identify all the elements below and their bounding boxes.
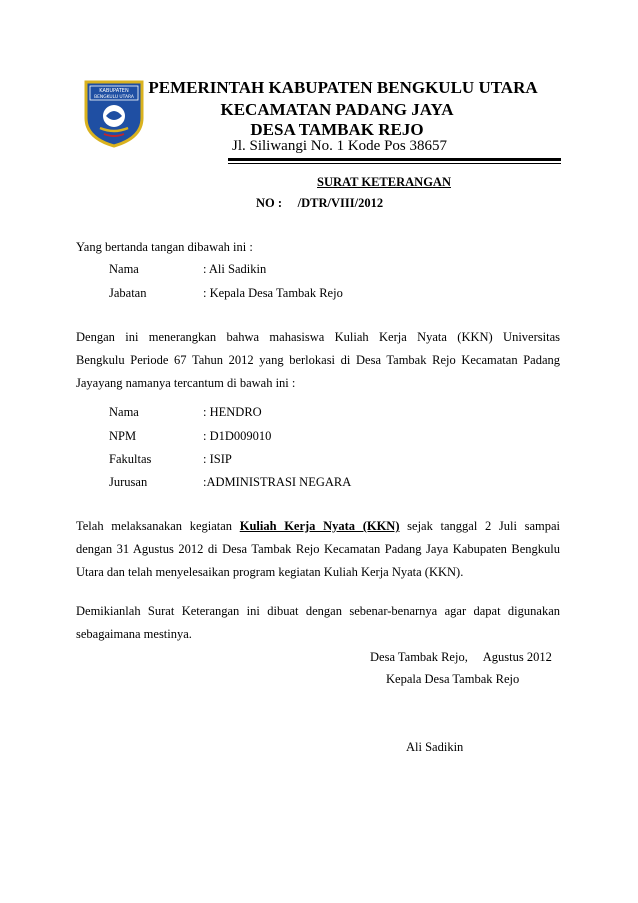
paragraph-line: Bengkulu Periode 67 Tahun 2012 yang berlokasi di Desa Tambak Rejo Kecamatan Padang bbox=[76, 353, 560, 367]
paragraph-closing bbox=[76, 600, 560, 646]
field-label: Nama bbox=[109, 262, 139, 276]
svg-text:KABUPATEN: KABUPATEN bbox=[99, 88, 129, 94]
paragraph-activity bbox=[76, 515, 560, 584]
document-title: SURAT KETERANGAN bbox=[317, 175, 451, 189]
paragraph-text: sejak tanggal 2 Juli sampai bbox=[407, 519, 561, 533]
paragraph-line: Utara dan telah menyelesaikan program kegiatan Kuliah Kerja Nyata (KKN). bbox=[76, 565, 464, 579]
student-npm-row bbox=[109, 429, 271, 444]
letterhead-rule-thin bbox=[228, 163, 561, 164]
intro-text: Yang bertanda tangan dibawah ini : bbox=[76, 240, 253, 254]
document-number: NO : /DTR/VIII/2012 bbox=[256, 196, 384, 210]
paragraph-line: sebagaimana mestinya. bbox=[76, 627, 192, 641]
svg-text:BENGKULU UTARA: BENGKULU UTARA bbox=[94, 95, 134, 100]
kkn-emphasis: Kuliah Kerja Nyata (KKN) bbox=[239, 519, 400, 533]
signer-position: Kepala Desa Tambak Rejo bbox=[386, 672, 520, 686]
student-major-row bbox=[109, 475, 351, 490]
field-label: Fakultas bbox=[109, 452, 152, 466]
field-label: Jabatan bbox=[109, 286, 147, 300]
field-value: : ISIP bbox=[203, 452, 232, 466]
field-label: Jurusan bbox=[109, 475, 148, 489]
student-name-row bbox=[109, 405, 262, 420]
paragraph-statement bbox=[76, 326, 560, 395]
field-value: :ADMINISTRASI NEGARA bbox=[203, 475, 352, 489]
paragraph-line bbox=[76, 515, 560, 538]
place-date: Desa Tambak Rejo, Agustus 2012 bbox=[370, 650, 552, 664]
field-value: : Kepala Desa Tambak Rejo bbox=[203, 286, 343, 300]
letterhead-village: DESA TAMBAK REJO bbox=[250, 120, 424, 139]
letterhead-district: KECAMATAN PADANG JAYA bbox=[220, 100, 454, 119]
student-faculty-row bbox=[109, 452, 232, 467]
paragraph-text: Telah melaksanakan kegiatan bbox=[76, 519, 233, 533]
field-label: NPM bbox=[109, 429, 137, 443]
field-value: : D1D009010 bbox=[203, 429, 272, 443]
paragraph-line: dengan 31 Agustus 2012 di Desa Tambak Rejo Kecamatan Padang Jaya Kabupaten Bengkulu bbox=[76, 542, 560, 556]
letterhead-government: PEMERINTAH KABUPATEN BENGKULU UTARA bbox=[148, 78, 538, 97]
paragraph-line: Demikianlah Surat Keterangan ini dibuat dengan sebenar-benarnya agar dapat digunakan bbox=[76, 604, 560, 618]
field-value: : HENDRO bbox=[203, 405, 262, 419]
paragraph-line: Jayayang namanya tercantum di bawah ini : bbox=[76, 376, 296, 390]
signer-name-row bbox=[109, 262, 266, 277]
letterhead bbox=[0, 70, 638, 160]
letterhead-address: Jl. Siliwangi No. 1 Kode Pos 38657 bbox=[232, 138, 448, 154]
signer-position-row bbox=[109, 286, 343, 301]
letterhead-rule-thick bbox=[228, 158, 561, 161]
field-label: Nama bbox=[109, 405, 139, 419]
field-value: : Ali Sadikin bbox=[203, 262, 267, 276]
signer-name: Ali Sadikin bbox=[406, 740, 464, 754]
paragraph-line: Dengan ini menerangkan bahwa mahasiswa Kuliah Kerja Nyata (KKN) Universitas bbox=[76, 330, 560, 344]
